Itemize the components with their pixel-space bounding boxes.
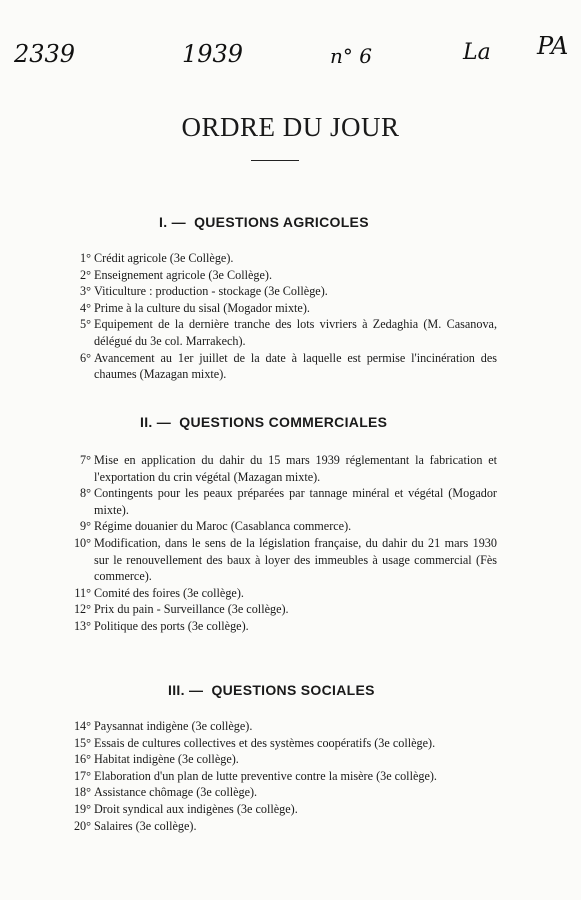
agenda-item-number: 18° xyxy=(73,785,91,800)
agenda-item-text: Paysannat indigène (3e collège). xyxy=(94,719,253,733)
agenda-item-text: Crédit agricole (3e Collège). xyxy=(94,251,234,265)
agenda-item-text: Comité des foires (3e collège). xyxy=(94,585,244,600)
agenda-item-number: 5° xyxy=(80,317,91,332)
section-heading-agricoles xyxy=(0,214,581,230)
agenda-item xyxy=(0,735,581,752)
section-title: QUESTIONS SOCIALES xyxy=(211,682,375,698)
agenda-item-number: 4° xyxy=(80,300,91,315)
agenda-item-text: Modification, dans le sens de la législation française, du dahir du 21 mars 1930 sur le renouvellement des baux à loyer des immeubles à usage commercial (Fès commerce). xyxy=(94,535,497,584)
agenda-item-number: 11° xyxy=(74,585,91,600)
handwritten-mark-pa: PA xyxy=(537,32,569,60)
agenda-item xyxy=(0,818,581,835)
agenda-item xyxy=(0,350,581,383)
agenda-item-number: 15° xyxy=(73,735,91,750)
agenda-item-number: 7° xyxy=(80,453,91,467)
section-title: QUESTIONS COMMERCIALES xyxy=(179,414,388,430)
agenda-item xyxy=(0,601,581,618)
section-heading-sociales xyxy=(0,682,581,698)
agenda-item-number: 14° xyxy=(73,719,91,733)
agenda-item-number: 12° xyxy=(73,602,91,617)
agenda-item xyxy=(0,250,581,267)
section-items-sociales xyxy=(0,718,581,834)
agenda-item-number: 10° xyxy=(73,535,91,550)
agenda-item xyxy=(0,283,581,300)
agenda-item-text: Enseignement agricole (3e Collège). xyxy=(94,267,273,282)
agenda-item-number: 8° xyxy=(80,486,91,501)
agenda-item-text: Politique des ports (3e collège). xyxy=(94,618,249,633)
agenda-item-text: Equipement de la dernière tranche des lots vivriers à Zedaghia (M. Casanova, délégué du 3e col. Marrakech). xyxy=(94,317,497,348)
section-numeral: I. — xyxy=(159,214,186,230)
agenda-item xyxy=(0,768,581,785)
agenda-item-number: 9° xyxy=(80,519,91,534)
agenda-item-text: Contingents pour les peaux préparées par tannage minéral et végétal (Mogador mixte). xyxy=(94,486,497,517)
agenda-item xyxy=(0,316,581,349)
agenda-item-text: Régime douanier du Maroc (Casablanca commerce). xyxy=(94,519,352,534)
agenda-item-number: 16° xyxy=(73,752,91,767)
section-numeral: II. — xyxy=(140,414,172,430)
section-items-commerciales xyxy=(0,452,581,635)
section-title: QUESTIONS AGRICOLES xyxy=(194,214,369,230)
agenda-item-text: Viticulture : production - stockage (3e Collège). xyxy=(94,284,328,299)
section-numeral: III. — xyxy=(168,682,204,698)
agenda-item-number: 19° xyxy=(73,801,91,816)
page-title: ORDRE DU JOUR xyxy=(181,112,400,142)
handwritten-issue-number: n° 6 xyxy=(330,44,372,68)
agenda-item-text: Prix du pain - Surveillance (3e collège). xyxy=(94,602,289,617)
title-underline xyxy=(251,160,299,161)
agenda-item-text: Avancement au 1er juillet de la date à laquelle est permise l'incinération des chaumes (Mazagan mixte). xyxy=(94,350,497,382)
agenda-item xyxy=(0,535,581,585)
agenda-item-text: Mise en application du dahir du 15 mars 1939 réglementant la fabrication et l'exportation du crin végétal (Mazagan mixte). xyxy=(94,453,497,484)
agenda-item xyxy=(0,518,581,535)
agenda-item-number: 1° xyxy=(80,251,91,265)
agenda-item-text: Assistance chômage (3e collège). xyxy=(94,785,258,800)
handwritten-year: 1939 xyxy=(182,40,244,68)
agenda-item-number: 2° xyxy=(80,267,91,282)
agenda-item-number: 13° xyxy=(73,618,91,633)
agenda-item xyxy=(0,452,581,485)
handwritten-mark-la: La xyxy=(463,40,491,65)
agenda-item-text: Droit syndical aux indigènes (3e collège). xyxy=(94,801,298,816)
agenda-item xyxy=(0,718,581,735)
agenda-item xyxy=(0,801,581,818)
agenda-item xyxy=(0,485,581,518)
agenda-item xyxy=(0,751,581,768)
agenda-item-text: Elaboration d'un plan de lutte preventive contre la misère (3e collège). xyxy=(94,768,437,783)
agenda-item xyxy=(0,267,581,284)
agenda-item-number: 3° xyxy=(80,284,91,299)
agenda-item xyxy=(0,784,581,801)
agenda-item xyxy=(0,585,581,602)
section-items-agricoles xyxy=(0,250,581,383)
agenda-item-text: Habitat indigène (3e collège). xyxy=(94,752,239,767)
agenda-item-number: 17° xyxy=(73,768,91,783)
handwritten-ref-number: 2339 xyxy=(14,40,76,68)
agenda-item xyxy=(0,618,581,635)
section-heading-commerciales xyxy=(0,414,581,430)
agenda-item-text: Salaires (3e collège). xyxy=(94,818,197,833)
agenda-item-text: Essais de cultures collectives et des systèmes coopératifs (3e collège). xyxy=(94,735,436,750)
agenda-item-text: Prime à la culture du sisal (Mogador mixte). xyxy=(94,300,310,315)
agenda-item-number: 20° xyxy=(73,818,91,833)
agenda-item xyxy=(0,300,581,317)
agenda-item-number: 6° xyxy=(80,350,91,365)
